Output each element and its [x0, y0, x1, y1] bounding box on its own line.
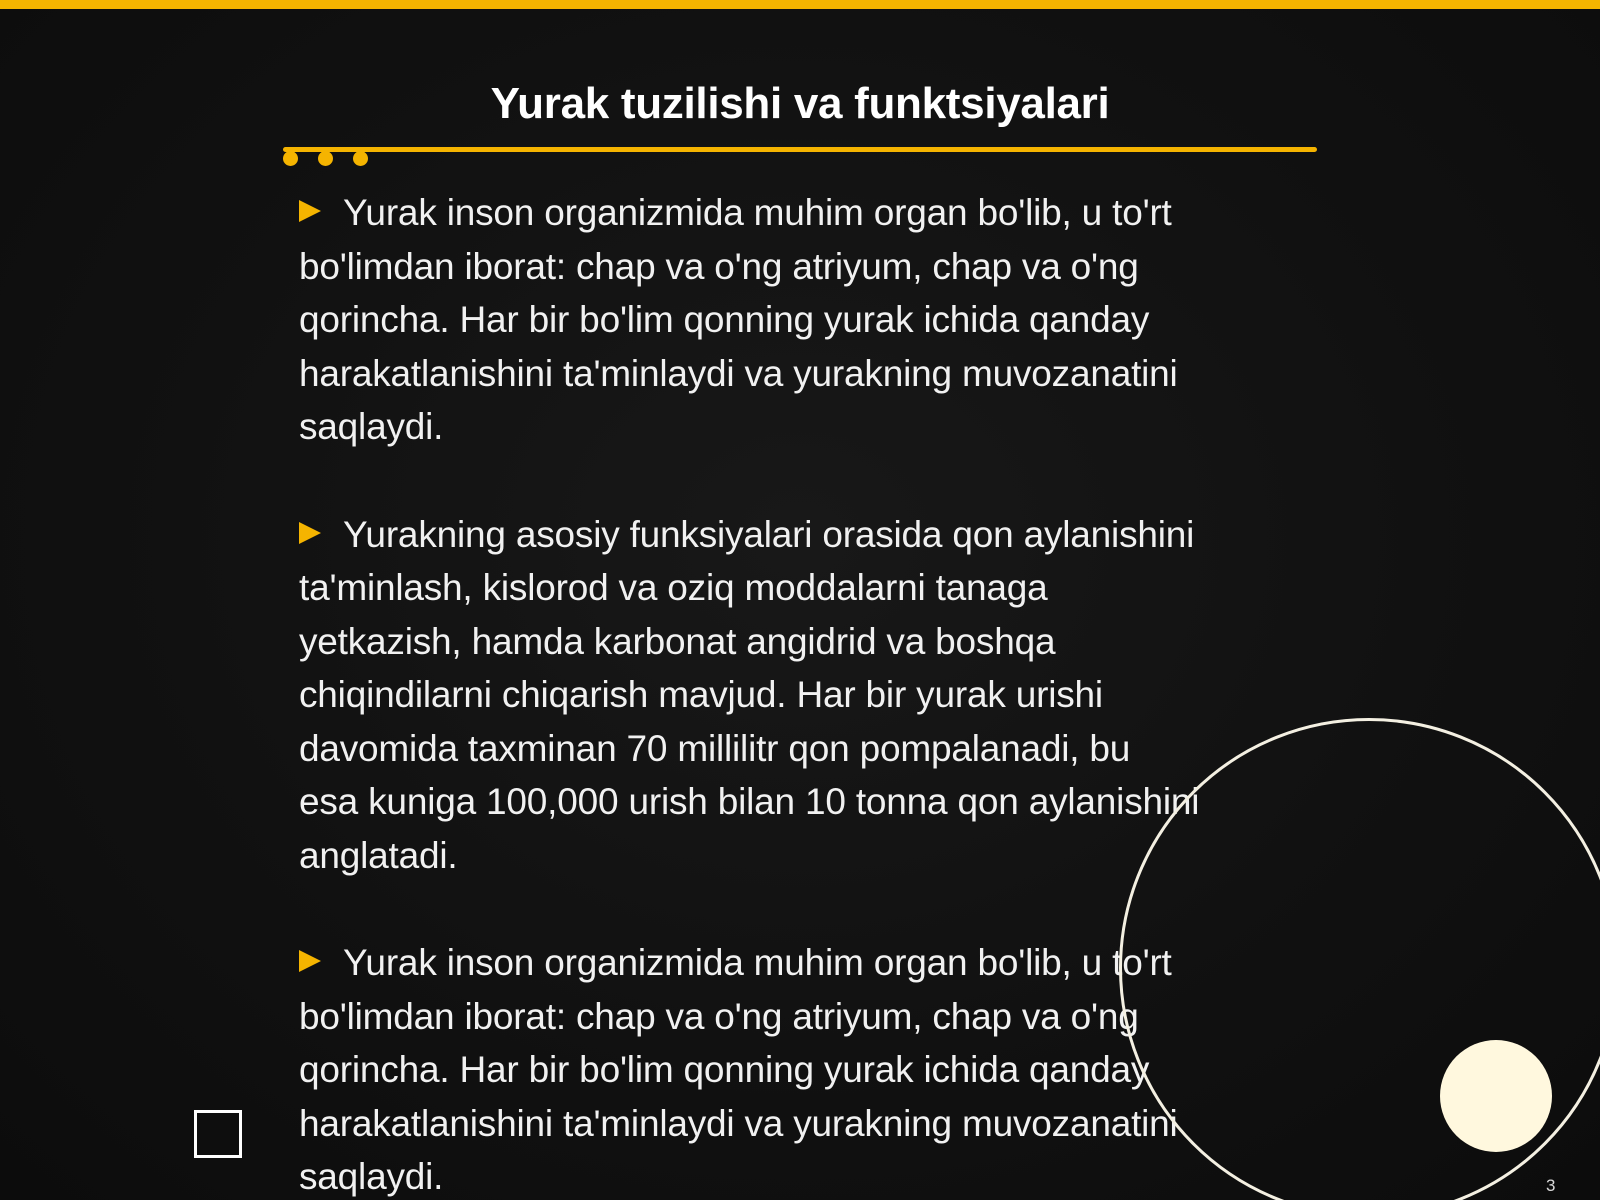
title-underline: [283, 147, 1317, 152]
dot-icon: [283, 151, 298, 166]
slide-title: Yurak tuzilishi va funktsiyalari: [490, 79, 1110, 128]
decorative-square: [194, 1110, 242, 1158]
bullet-paragraph: [299, 186, 1309, 454]
paragraph-text: Yurakning asosiy funksiyalari orasida qon aylanishini ta'minlash, kislorod va oziq moddalarni tanaga yetkazish, hamda karbonat angidrid va boshqa chiqindilarni chiqarish mavjud. Har bir yurak urishi davomida taxminan 70 millilitr qon pompalanadi, bu esa kuniga 100,000 urish bilan 10 tonna qon aylanishini anglatadi.: [299, 513, 1200, 876]
decorative-disc: [1440, 1040, 1552, 1152]
triangle-bullet-icon: [299, 200, 321, 222]
top-accent-bar: [0, 0, 1600, 9]
triangle-bullet-icon: [299, 950, 321, 972]
paragraph-text: Yurak inson organizmida muhim organ bo'lib, u to'rt bo'limdan iborat: chap va o'ng atriyum, chap va o'ng qorincha. Har bir bo'lim qonning yurak ichida qanday harakatlanishini ta'minlaydi va yurakning muvozanatini saqlaydi.: [299, 192, 1178, 447]
triangle-bullet-icon: [299, 522, 321, 544]
dot-icon: [353, 151, 368, 166]
page-number: 3: [1546, 1176, 1556, 1195]
title-dots-decoration: [283, 151, 379, 167]
dot-icon: [318, 151, 333, 166]
bullet-paragraph: [299, 508, 1309, 883]
paragraph-text: Yurak inson organizmida muhim organ bo'lib, u to'rt bo'limdan iborat: chap va o'ng atriyum, chap va o'ng qorincha. Har bir bo'lim qonning yurak ichida qanday harakatlanishini ta'minlaydi va yurakning muvozanatini saqlaydi.: [299, 942, 1178, 1197]
